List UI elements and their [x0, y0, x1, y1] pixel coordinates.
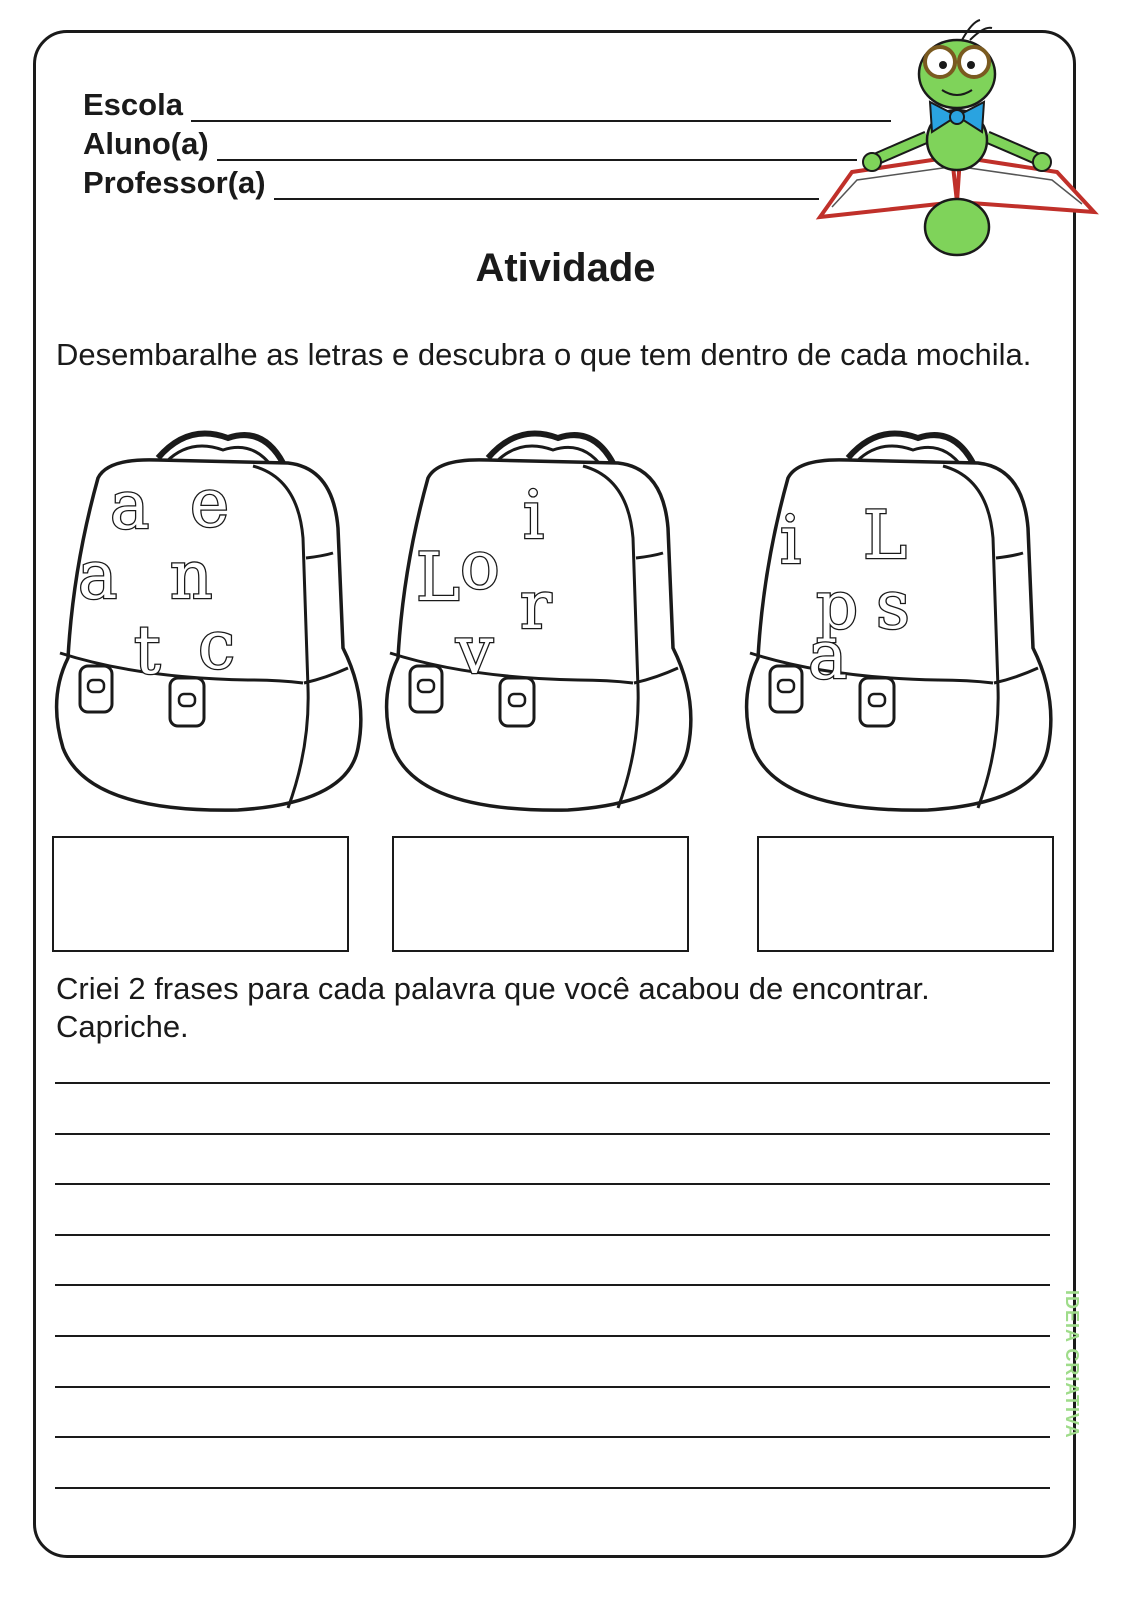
writing-line[interactable] — [55, 1386, 1050, 1388]
writing-line[interactable] — [55, 1082, 1050, 1084]
school-input-line[interactable] — [191, 94, 891, 122]
backpack-3-illustration — [738, 418, 1058, 818]
backpack-1-letter: a — [78, 537, 118, 614]
student-label: Aluno(a) — [83, 126, 209, 161]
backpack-3-letter: s — [876, 567, 910, 644]
backpack-3-letter: L — [863, 497, 907, 574]
teacher-label: Professor(a) — [83, 165, 266, 200]
backpack-3-letter: p — [816, 567, 859, 644]
backpack-2-letter: L — [416, 539, 460, 616]
page-title: Atividade — [475, 246, 656, 290]
backpack-1-letter: a — [110, 467, 150, 544]
backpack-2-letter: i — [523, 477, 545, 554]
mascot-reading-book-illustration — [812, 12, 1102, 257]
backpack-1-letter: n — [170, 537, 213, 614]
backpack-2-letter: r — [520, 567, 552, 644]
writing-line[interactable] — [55, 1183, 1050, 1185]
backpack-1-letter: e — [190, 465, 230, 542]
school-field — [83, 88, 891, 122]
teacher-field — [83, 166, 819, 200]
student-input-line[interactable] — [217, 133, 857, 161]
answer-box-2[interactable] — [392, 836, 689, 952]
backpack-3-letter: a — [808, 617, 848, 694]
backpack-1-illustration — [48, 418, 368, 818]
school-label: Escola — [83, 87, 183, 122]
writing-line[interactable] — [55, 1436, 1050, 1438]
answer-box-1[interactable] — [52, 836, 349, 952]
backpack-2-letter: v — [456, 612, 494, 689]
writing-line[interactable] — [55, 1234, 1050, 1236]
backpack-3-letter: i — [780, 502, 802, 579]
writing-line[interactable] — [55, 1335, 1050, 1337]
answer-box-3[interactable] — [757, 836, 1054, 952]
backpack-2-letter: o — [460, 527, 500, 604]
backpack-1-letter: t — [134, 612, 161, 689]
student-field — [83, 127, 857, 161]
writing-line[interactable] — [55, 1284, 1050, 1286]
teacher-input-line[interactable] — [274, 172, 819, 200]
writing-line[interactable] — [55, 1133, 1050, 1135]
backpack-1-letter: c — [198, 607, 235, 684]
writing-line[interactable] — [55, 1487, 1050, 1489]
backpack-2-illustration — [378, 418, 698, 818]
instruction-unscramble: Desembaralhe as letras e descubra o que tem dentro de cada mochila. — [56, 337, 1032, 372]
watermark-text: IDEIA CRIATIVA — [1062, 1290, 1082, 1439]
instruction-write-sentences: Criei 2 frases para cada palavra que você acabou de encontrar. Capriche. — [56, 971, 930, 1044]
